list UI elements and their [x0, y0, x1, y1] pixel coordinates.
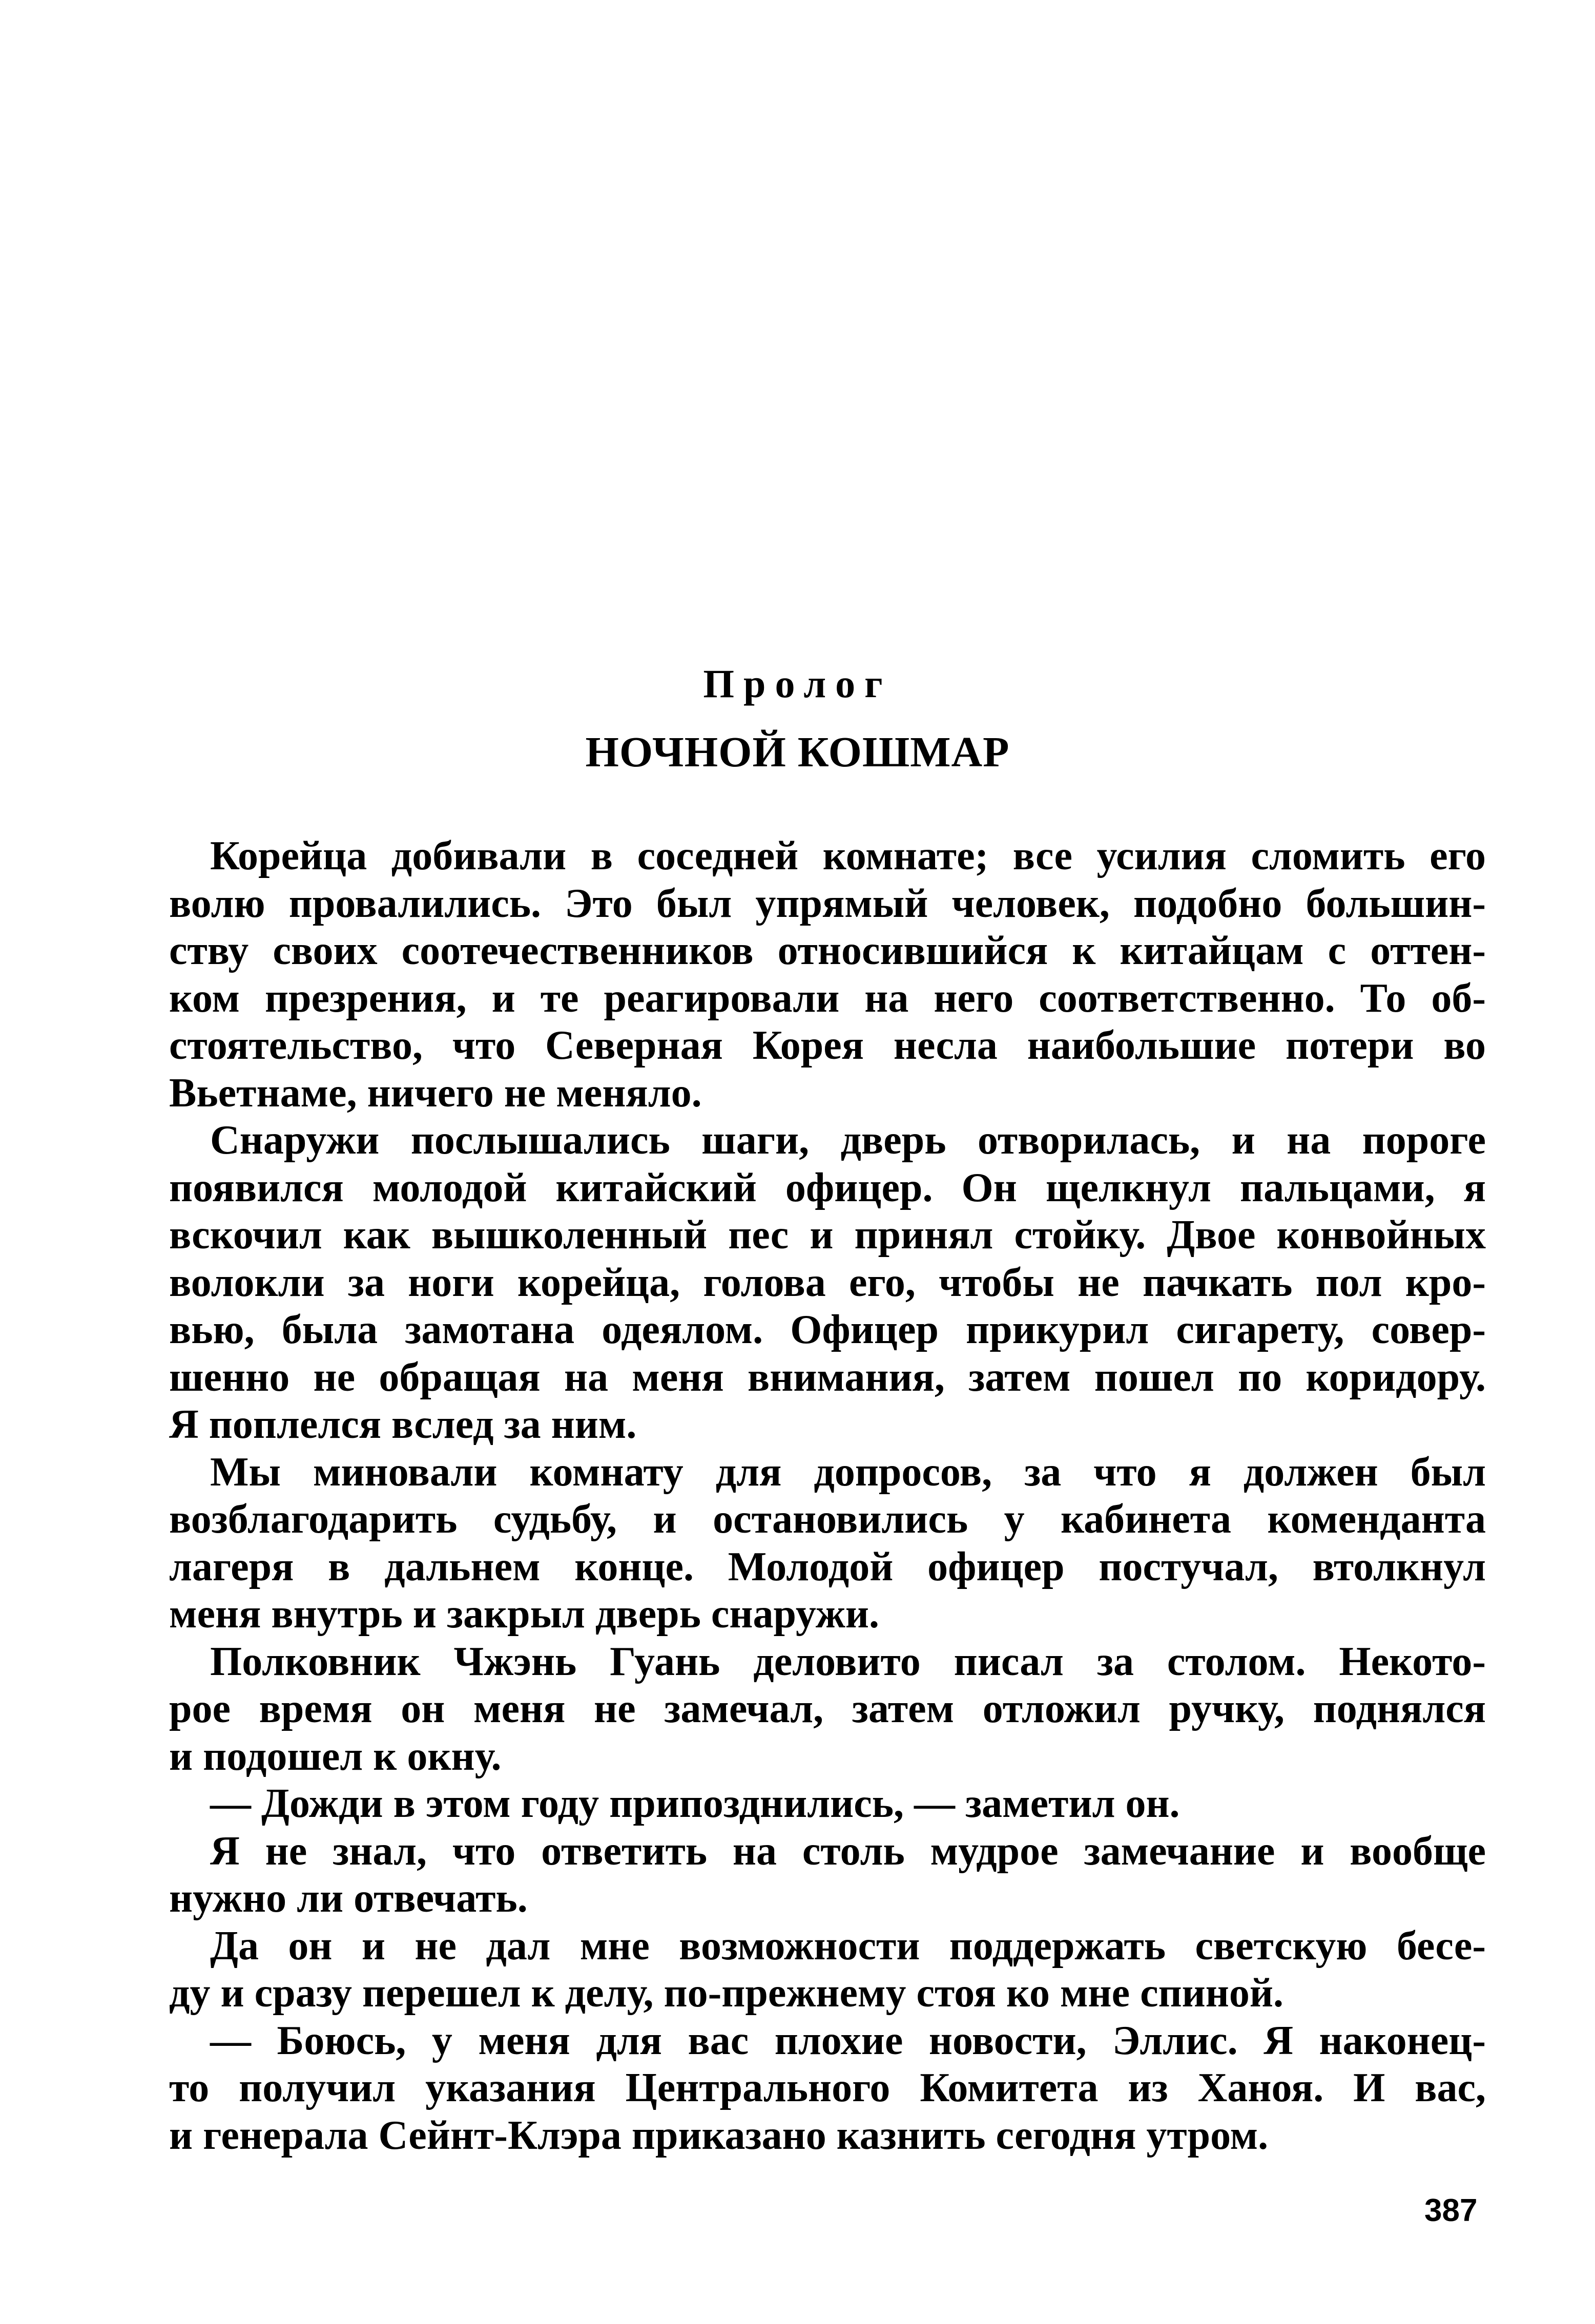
text-line: Вьетнаме, ничего не меняло. [169, 1070, 702, 1116]
text-line: меня внутрь и закрыл дверь снаружи. [169, 1592, 879, 1637]
text-line: нужно ли отвечать. [169, 1876, 528, 1921]
text-line: рое время он меня не замечал, затем отложил ручку, поднялся [169, 1686, 1486, 1731]
paragraph [169, 1828, 1486, 1922]
text-line: Снаружи послышались шаги, дверь отворилась, и на пороге [210, 1118, 1486, 1163]
text-line: — Боюсь, у меня для вас плохие новости, Эллис. Я наконец- [210, 2018, 1486, 2063]
text-line: и подошел к окну. [169, 1733, 502, 1779]
page-number: 387 [1424, 2193, 1478, 2228]
text-line: то получил указания Центрального Комитета из Ханоя. И вас, [169, 2065, 1486, 2110]
chapter-title: НОЧНОЙ КОШМАР [585, 728, 1010, 776]
text-line: Корейца добивали в соседней комнате; все усилия сломить его [210, 833, 1486, 878]
text-line: Да он и не дал мне возможности поддержать светскую бесе- [210, 1923, 1486, 1969]
chapter-label: Пролог [703, 661, 892, 706]
text-line: Мы миновали комнату для допросов, за что я должен был [210, 1449, 1486, 1495]
text-line: ду и сразу перешел к делу, по-прежнему стоя ко мне спиной. [169, 1971, 1283, 2016]
text-line: волю провалились. Это был упрямый человек, подобно большин- [169, 881, 1486, 926]
paragraph [169, 1922, 1486, 2017]
paragraph [169, 1449, 1486, 1638]
text-line: лагеря в дальнем конце. Молодой офицер постучал, втолкнул [169, 1544, 1486, 1589]
paragraph [169, 2017, 1486, 2160]
text-line: волокли за ноги корейца, голова его, чтобы не пачкать пол кро- [169, 1260, 1486, 1305]
text-line: Полковник Чжэнь Гуань деловито писал за столом. Некото- [210, 1639, 1486, 1684]
text-line: возблагодарить судьбу, и остановились у кабинета коменданта [169, 1497, 1486, 1542]
paragraph [169, 1780, 1486, 1828]
text-line: вью, была замотана одеялом. Офицер прикурил сигарету, совер- [169, 1307, 1486, 1352]
text-line: и генерала Сейнт-Клэра приказано казнить сегодня утром. [169, 2112, 1269, 2158]
body-text [169, 832, 1486, 2159]
paragraph [169, 832, 1486, 1117]
text-line: ком презрения, и те реагировали на него соответственно. То об- [169, 975, 1486, 1021]
text-line: шенно не обращая на меня внимания, затем пошел по коридору. [169, 1354, 1486, 1400]
paragraph [169, 1117, 1486, 1449]
text-line: — Дожди в этом году припозднились, — заметил он. [210, 1781, 1180, 1826]
paragraph [169, 1638, 1486, 1781]
text-line: Я не знал, что ответить на столь мудрое замечание и вообще [210, 1828, 1486, 1874]
text-line: появился молодой китайский офицер. Он щелкнул пальцами, я [169, 1165, 1486, 1210]
text-line: ству своих соотечественников относившийся к китайцам с оттен- [169, 928, 1486, 973]
text-line: Я поплелся вслед за ним. [169, 1402, 637, 1447]
text-line: вскочил как вышколенный пес и принял стойку. Двое конвойных [169, 1212, 1486, 1258]
text-line: стоятельство, что Северная Корея несла наибольшие потери во [169, 1023, 1486, 1068]
